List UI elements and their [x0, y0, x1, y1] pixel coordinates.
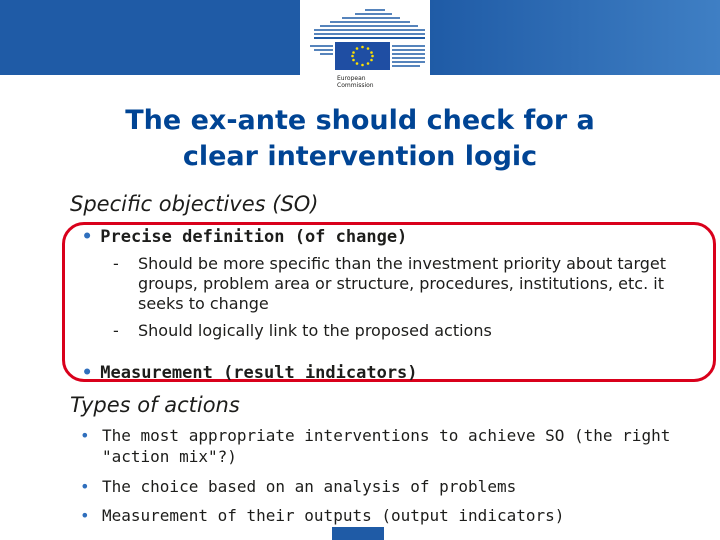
bullet-icon: •: [82, 227, 93, 247]
section-heading-specific-objectives: Specific objectives (SO): [70, 192, 319, 216]
sub-bullet-more-specific: [113, 254, 713, 314]
bullet-text: Precise definition (of change): [100, 227, 408, 247]
sub-bullet-logical-link: [113, 321, 713, 341]
footer-tab: [332, 527, 384, 540]
bullet-text: Measurement of their outputs (output indicators): [102, 506, 565, 525]
org-name: European Commission: [337, 75, 374, 89]
bullet-text: The most appropriate interventions to achieve SO (the right "action mix"?): [102, 426, 671, 466]
logo-caption: [337, 75, 373, 89]
bullet-icon: •: [80, 426, 90, 445]
bullet-precise-definition: [82, 226, 702, 248]
bullet-measurement-result: [82, 362, 702, 384]
section-heading-types-of-actions: Types of actions: [70, 393, 240, 417]
bullet-measurement-outputs: [80, 505, 680, 526]
sub-bullet-text: Should logically link to the proposed actions: [138, 321, 492, 340]
title-line-2: clear intervention logic: [182, 141, 538, 172]
sub-bullet-text: Should be more specific than the investment priority about target groups, problem area or structure, procedures, institutions, etc. it seeks to change: [138, 254, 667, 313]
dash-icon: -: [113, 254, 119, 273]
bullet-icon: •: [82, 363, 93, 383]
bullet-text: The choice based on an analysis of problems: [102, 477, 517, 496]
bullet-appropriate-interventions: [80, 425, 680, 467]
bullet-icon: •: [80, 477, 90, 496]
bullet-text: Measurement (result indicators): [100, 363, 418, 383]
bullet-choice-analysis: [80, 476, 680, 497]
header-band-gradient: [430, 0, 720, 75]
bullet-icon: •: [80, 506, 90, 525]
slide-title: [60, 103, 660, 175]
dash-icon: -: [113, 321, 119, 340]
title-line-1: The ex-ante should check for a: [125, 105, 595, 136]
